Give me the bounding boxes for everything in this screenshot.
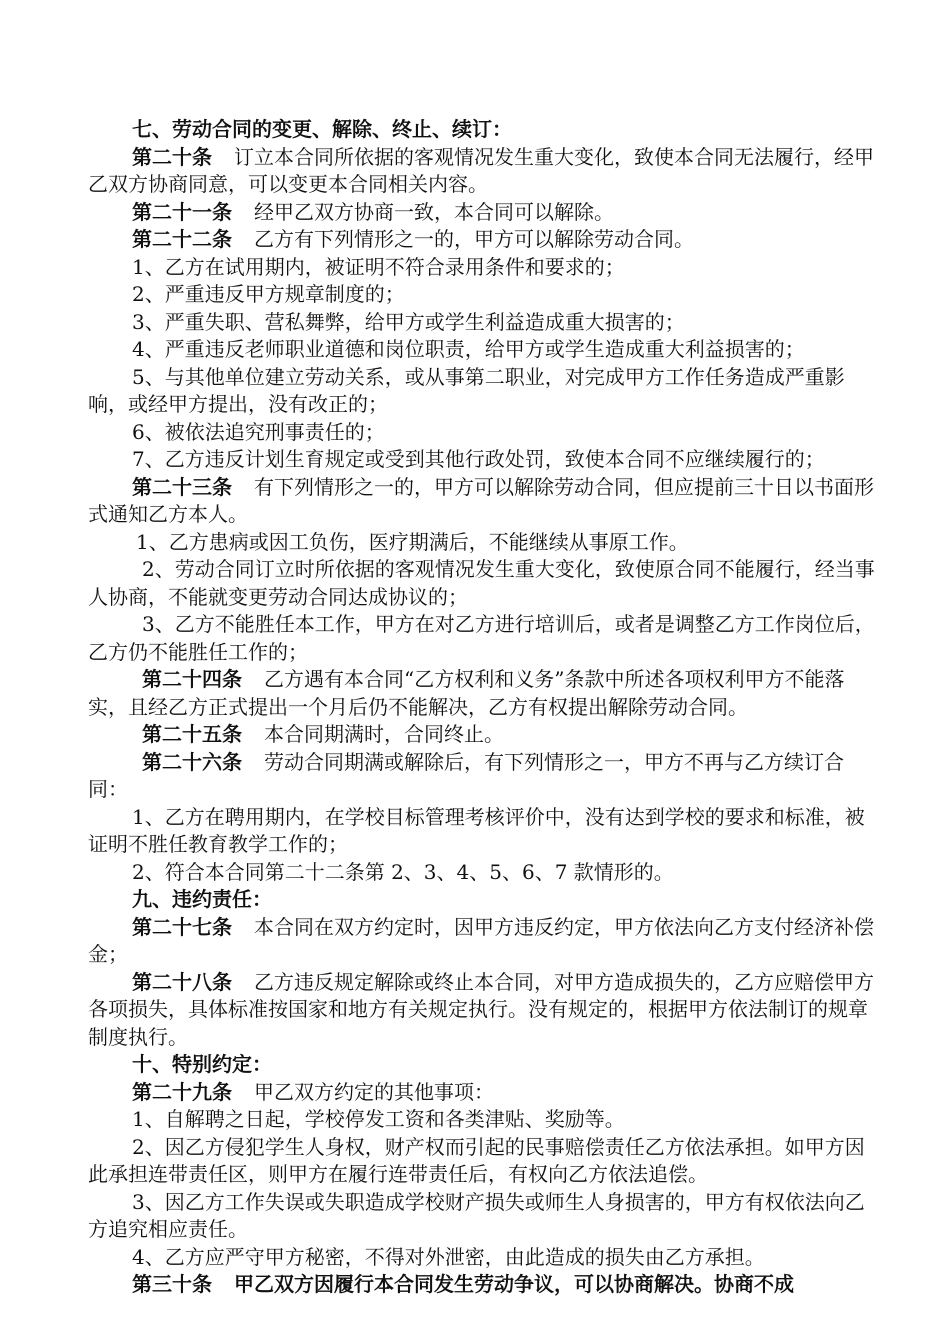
article-text: 经甲乙双方协商一致，本合同可以解除。: [254, 199, 614, 224]
list-item: 1、自解聘之日起，学校停发工资和各类津贴、奖励等。: [132, 1107, 625, 1131]
article-title: 第三十条: [132, 1272, 212, 1296]
article-text: 劳动合同期满或解除后，有下列情形之一，甲方不再与乙方续订合同：: [88, 749, 844, 801]
list-item: 4、严重违反老师职业道德和岗位职责，给甲方或学生造成重大利益损害的；: [132, 337, 805, 361]
article-text: 本合同期满时，合同终止。: [264, 722, 504, 746]
article-24: [88, 666, 878, 721]
list-item: 4、乙方应严守甲方秘密，不得对外泄密，由此造成的损失由乙方承担。: [132, 1244, 765, 1269]
list-item: 3、因乙方工作失误或失职造成学校财产损失或师生人身损害的，甲方有权依法向乙方追究相应责任。: [88, 1189, 865, 1241]
article-title: 第二十五条: [142, 722, 242, 746]
section-heading-10: 十、特别约定：: [132, 1052, 272, 1076]
list-item: 5、与其他单位建立劳动关系，或从事第二职业，对完成甲方工作任务造成严重影响，或经甲方提出，没有改正的；: [88, 364, 845, 416]
article-20: [88, 144, 878, 199]
article-26: [88, 749, 878, 804]
article-text: 有下列情形之一的，甲方可以解除劳动合同，但应提前三十日以书面形式通知乙方本人。: [88, 474, 874, 526]
article-title: 第二十四条: [142, 667, 242, 691]
article-text: 乙方违反规定解除或终止本合同，对甲方造成损失的，乙方应赔偿甲方各项损失，具体标准按国家和地方有关规定执行。没有规定的，根据甲方依法制订的规章制度执行。: [88, 969, 874, 1049]
article-28: [88, 969, 878, 1052]
article-title: 第二十九条: [132, 1079, 232, 1104]
article-30: [88, 1271, 878, 1299]
article-21: [88, 199, 878, 227]
list-item: 2、劳动合同订立时所依据的客观情况发生重大变化，致使原合同不能履行，经当事人协商，不能就变更劳动合同达成协议的；: [88, 557, 875, 609]
list-item: 1、乙方在试用期内，被证明不符合录用条件和要求的；: [132, 254, 625, 279]
list-item: 7、乙方违反计划生育规定或受到其他行政处罚，致使本合同不应继续履行的；: [132, 447, 825, 471]
article-title: 第二十六条: [142, 749, 242, 774]
article-27: [88, 914, 878, 969]
section-heading-9: 九、违约责任：: [132, 887, 272, 911]
list-item: 3、严重失职、营私舞弊，给甲方或学生利益造成重大损害的；: [132, 309, 685, 334]
list-item: 1、乙方患病或因工负伤，医疗期满后，不能继续从事原工作。: [136, 529, 689, 554]
article-title: 第二十三条: [132, 474, 232, 499]
article-text: 乙方有下列情形之一的，甲方可以解除劳动合同。: [254, 227, 694, 251]
article-25: [88, 721, 878, 749]
list-item: 6、被依法追究刑事责任的；: [132, 419, 385, 444]
article-text: 本合同在双方约定时，因甲方违反约定，甲方依法向乙方支付经济补偿金；: [88, 914, 874, 966]
article-22: [88, 226, 878, 254]
article-text: 甲乙双方因履行本合同发生劳动争议，可以协商解决。协商不成: [234, 1272, 794, 1296]
article-text: 乙方遇有本合同“乙方权利和义务”条款中所述各项权利甲方不能落实，且经乙方正式提出一个月后仍不能解决，乙方有权提出解除劳动合同。: [88, 667, 845, 719]
article-title: 第二十一条: [132, 199, 232, 224]
article-text: 甲乙双方约定的其他事项：: [254, 1079, 494, 1104]
article-title: 第二十七条: [132, 914, 232, 939]
list-item: 2、符合本合同第二十二条第 2、3、4、5、6、7 款情形的。: [132, 859, 674, 884]
list-item: 3、乙方不能胜任本工作，甲方在对乙方进行培训后，或者是调整乙方工作岗位后，乙方仍不能胜任工作的；: [88, 612, 875, 664]
contract-page: [88, 116, 878, 1299]
article-title: 第二十二条: [132, 227, 232, 251]
article-title: 第二十八条: [132, 969, 232, 994]
article-title: 第二十条: [132, 144, 212, 169]
list-item: 2、因乙方侵犯学生人身权，财产权而引起的民事赔偿责任乙方依法承担。如甲方因此承担连带责任区，则甲方在履行连带责任后，有权向乙方依法追偿。: [88, 1134, 865, 1186]
list-item: 2、严重违反甲方规章制度的；: [132, 282, 405, 306]
article-23: [88, 474, 878, 529]
article-text: 订立本合同所依据的客观情况发生重大变化，致使本合同无法履行，经甲乙双方协商同意，可以变更本合同相关内容。: [88, 144, 874, 196]
article-29: [88, 1079, 878, 1107]
list-item: 1、乙方在聘用期内，在学校目标管理考核评价中，没有达到学校的要求和标准，被证明不胜任教育教学工作的；: [88, 804, 865, 856]
section-heading-7: 七、劳动合同的变更、解除、终止、续订：: [132, 117, 512, 141]
